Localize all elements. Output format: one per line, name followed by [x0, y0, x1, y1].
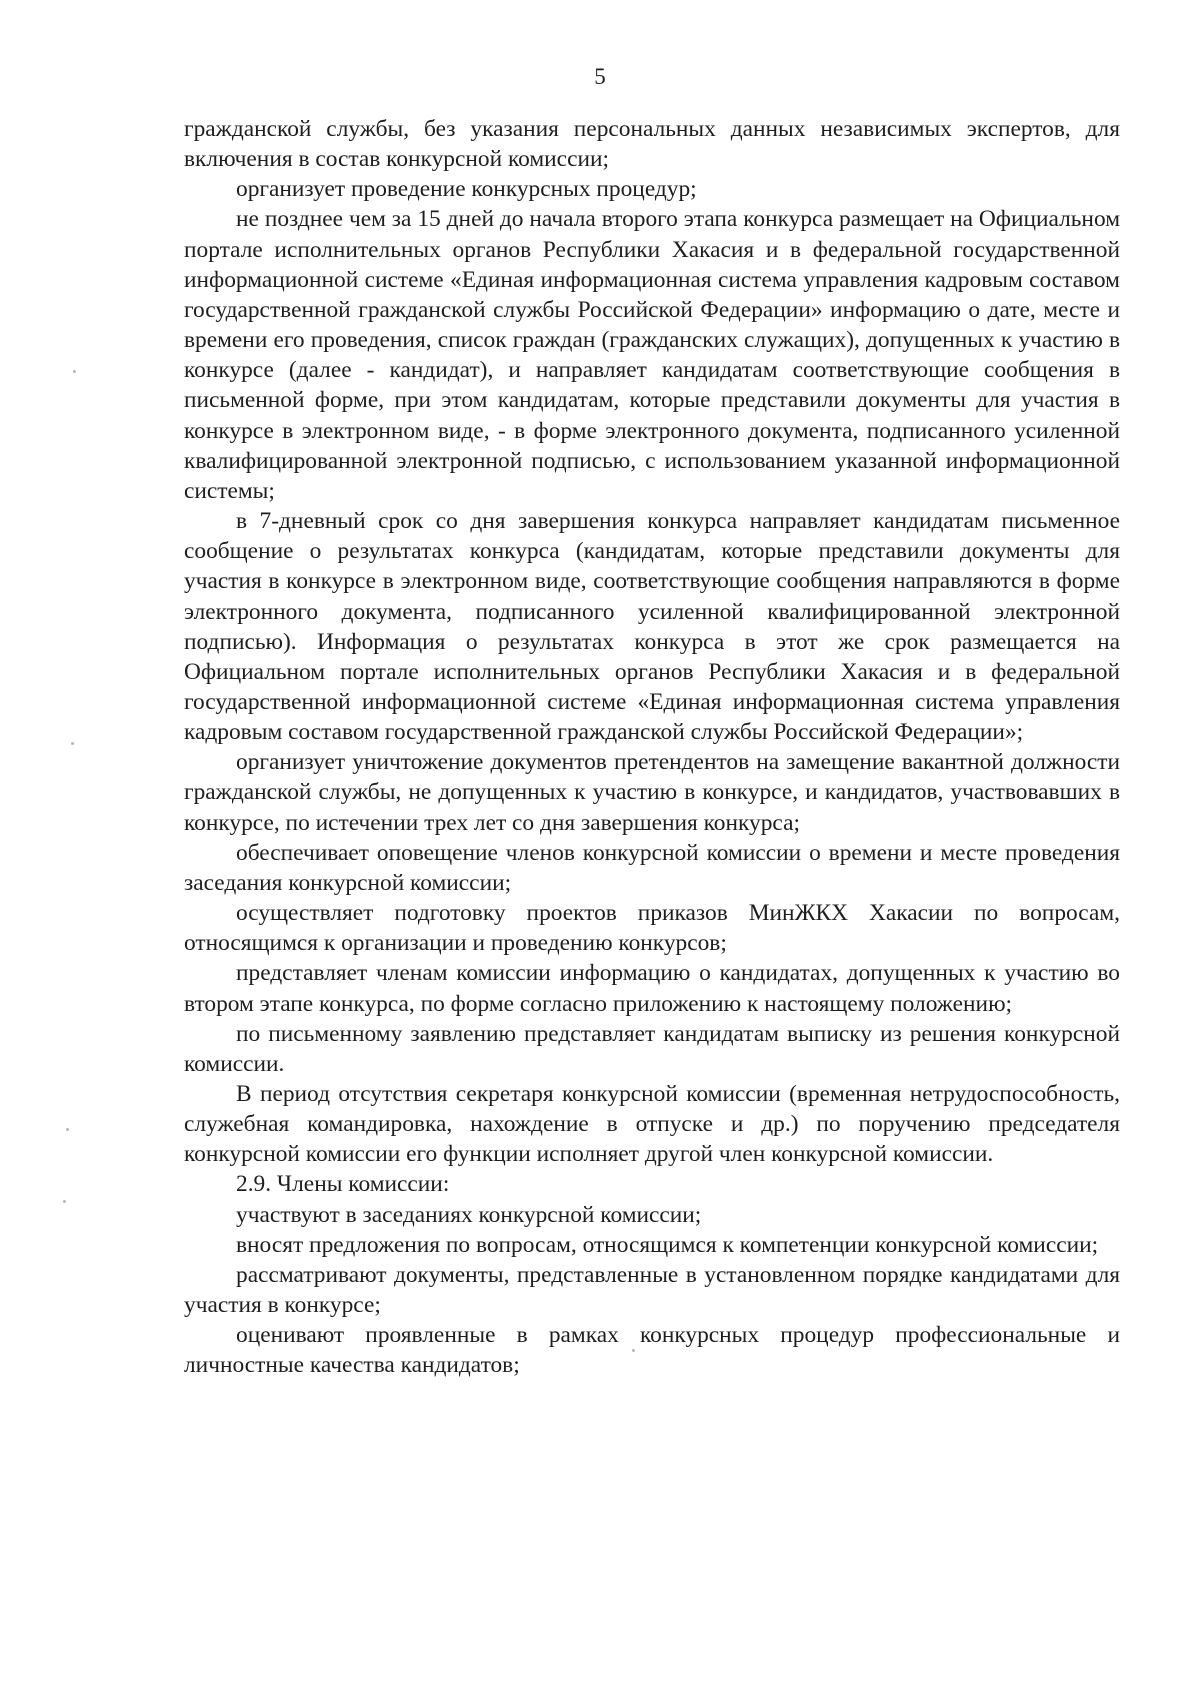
paragraph: рассматривают документы, представленные в установленном порядке кандидатами для участия в конкурсе; — [184, 1261, 1120, 1319]
paragraph: представляет членам комиссии информацию о кандидатах, допущенных к участию во втором этапе конкурса, по форме согласно приложению к настоящему положению; — [184, 960, 1120, 1017]
page-number: 5 — [594, 64, 606, 89]
scan-speck — [66, 1128, 69, 1131]
paragraph: организует уничтожение документов претендентов на замещение вакантной должности гражданской службы, не допущенных к участию в конкурсе, и кандидатов, участвовавших в конкурсе, по истечении трех лет со дня завершения конкурса; — [184, 749, 1120, 836]
paragraph: не позднее чем за 15 дней до начала второго этапа конкурса размещает на Официальном портале исполнительных органов Республики Хакасия и в федеральной государственной информационной системе «Единая информационная система управления кадровым составом государственной гражданской службы Российской Федерации» информацию о дате, месте и времени его проведения, список граждан (гражданских служащих), допущенных к участию в конкурсе (далее - кандидат), и направляет кандидатам соответствующие сообщения в письменной форме, при этом кандидатам, которые представили документы для участия в конкурсе в электронном виде, - в форме электронного документа, подписанного усиленной квалифицированной электронной подписью, с использованием указанной информационной системы; — [184, 206, 1120, 504]
paragraph: в 7-дневный срок со дня завершения конкурса направляет кандидатам письменное сообщение о результатах конкурса (кандидатам, которые представили документы для участия в конкурсе в электронном виде, соответствующие сообщения направляются в форме электронного документа, подписанного усиленной квалифицированной электронной подписью). Информация о результатах конкурса в этот же срок размещается на Официальном портале исполнительных органов Республики Хакасия и в федеральной государственной информационной системе «Единая информационная система управления кадровым составом государственной гражданской службы Российской Федерации»; — [184, 508, 1120, 746]
paragraph: по письменному заявлению представляет кандидатам выписку из решения конкурсной комиссии. — [184, 1020, 1120, 1077]
paragraph: оценивают проявленные в рамках конкурсных процедур профессиональные и личностные качества кандидатов; — [184, 1322, 1120, 1379]
body-text — [184, 114, 1120, 1381]
scan-speck — [73, 370, 76, 373]
scan-speck — [63, 1200, 66, 1203]
section-heading: 2.9. Члены комиссии: — [236, 1171, 450, 1198]
paragraph: вносят предложения по вопросам, относящимся к компетенции конкурсной комиссии; — [236, 1231, 1099, 1258]
paragraph: В период отсутствия секретаря конкурсной комиссии (временная нетрудоспособность, служебная командировка, нахождение в отпуске и др.) по поручению председателя конкурсной комиссии его функции исполняет другой член конкурсной комиссии. — [184, 1081, 1120, 1168]
paragraph: участвуют в заседаниях конкурсной комиссии; — [236, 1201, 702, 1228]
paragraph: организует проведение конкурсных процедур; — [236, 176, 697, 203]
paragraph: осуществляет подготовку проектов приказов МинЖКХ Хакасии по вопросам, относящимся к организации и проведению конкурсов; — [184, 900, 1120, 957]
scan-speck — [71, 742, 74, 745]
paragraph: обеспечивает оповещение членов конкурсной комиссии о времени и месте проведения заседания конкурсной комиссии; — [184, 839, 1120, 896]
scan-speck — [632, 1349, 635, 1352]
paragraph: гражданской службы, без указания персональных данных независимых экспертов, для включения в состав конкурсной комиссии; — [184, 116, 1120, 173]
